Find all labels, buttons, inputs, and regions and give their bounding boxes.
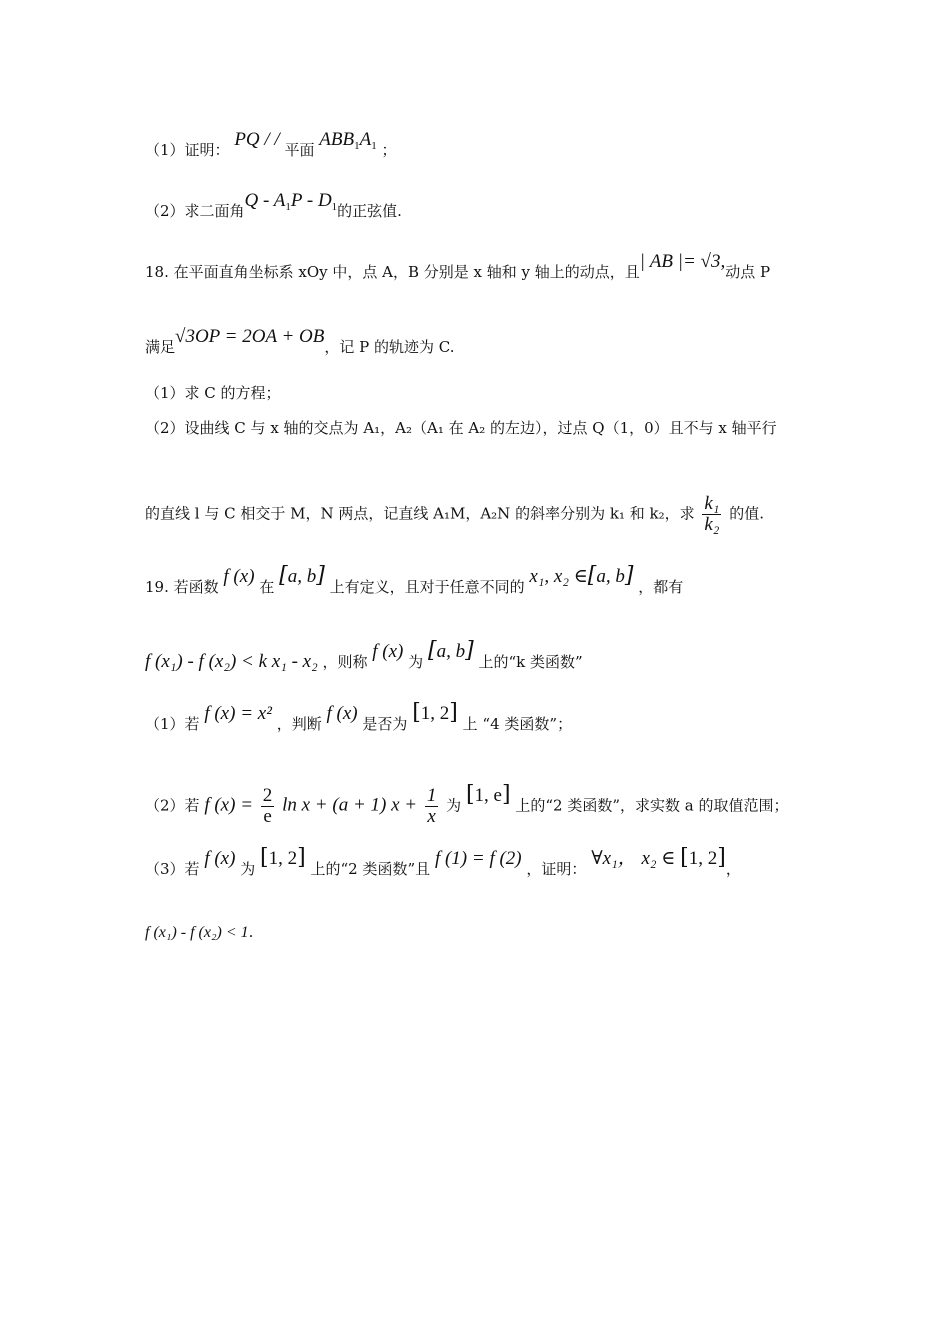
q19-line1 bbox=[145, 563, 684, 597]
q19-p3-interval: [1, 2] bbox=[260, 845, 306, 870]
q19-part1 bbox=[145, 700, 573, 734]
q18-line2-prefix: 满足 bbox=[145, 338, 176, 356]
q19-fx: f (x) bbox=[223, 566, 255, 587]
q17-p2-expr: Q - $A_1P - D_1$ bbox=[244, 190, 338, 213]
q17-p1-plane: 平面 bbox=[284, 141, 315, 159]
q19-p3-end: ， bbox=[725, 860, 741, 878]
q19-p3-wei: 为 bbox=[240, 860, 256, 878]
q19-prefix: 19. 若函数 bbox=[145, 578, 219, 596]
q19-p2-wei: 为 bbox=[446, 796, 462, 815]
q19-wei: 为 bbox=[408, 653, 424, 671]
q18-line2-suffix: ，记 P 的轨迹为 C. bbox=[324, 338, 455, 356]
q17-p1-pq: PQ / / bbox=[234, 129, 280, 150]
q19-conclusion bbox=[145, 922, 253, 943]
q19-p3-mid: 上的“2 类函数”且 bbox=[310, 860, 431, 878]
q19-p2-fx: f (x) = bbox=[204, 794, 254, 816]
q19-line2 bbox=[145, 638, 583, 672]
q19-p2-suffix: 上的“2 类函数”，求实数 a 的取值范围； bbox=[515, 796, 789, 815]
q19-line2-mid: ，则称 bbox=[322, 653, 368, 671]
q19-p2-interval: [1, e] bbox=[465, 781, 511, 807]
q19-p3-interval2: [1, 2] bbox=[680, 845, 726, 870]
q19-line1-suffix: ，都有 bbox=[638, 578, 684, 596]
q19-p1-prefix: （1）若 bbox=[145, 715, 200, 733]
q19-last-inequality: f (x₁) - f (x₂) < 1 bbox=[145, 924, 249, 941]
q18-moving-point: 动点 P bbox=[725, 263, 771, 281]
q19-part3 bbox=[145, 845, 741, 879]
q19-p3-forall: ∀x₁， bbox=[591, 848, 637, 869]
q19-inequality: f (x₁) - f (x₂) < k x₁ - x₂ bbox=[145, 651, 318, 672]
q18-part2: （2）设曲线 C 与 x 轴的交点为 A₁，A₂（A₁ 在 A₂ 的左边），过点 Q（1，0）且不与 x 轴平行 bbox=[145, 419, 777, 437]
q18-part1: （1）求 C 的方程； bbox=[145, 384, 281, 402]
q17-part1 bbox=[145, 129, 397, 166]
q19-interval-2: [a, b] bbox=[427, 638, 474, 663]
q17-p2-prefix: （2）求二面角 bbox=[145, 202, 245, 220]
q18-part2-cont bbox=[145, 494, 764, 535]
q19-p1-fx: f (x) bbox=[326, 703, 358, 724]
q19-p3-eq: f (1) = f (2) bbox=[434, 848, 522, 869]
q19-p1-interval: [1, 2] bbox=[412, 700, 458, 725]
q19-p3-prefix: （3）若 bbox=[145, 860, 200, 878]
q19-p1-mid: ，判断 bbox=[276, 715, 322, 733]
q18-stem: 18. 在平面直角坐标系 xOy 中，点 A，B 分别是 x 轴和 y 轴上的动点，且 bbox=[145, 263, 640, 281]
q19-p2-frac2: $\frac{1}{x}$ bbox=[426, 785, 437, 827]
q19-zai: 在 bbox=[259, 578, 275, 596]
q19-p3-fx: f (x) bbox=[204, 848, 236, 869]
q19-interval: [a, b] bbox=[279, 563, 325, 588]
q18-p3-suffix: 的值. bbox=[729, 504, 764, 523]
q17-p2-suffix: 的正弦值. bbox=[337, 202, 402, 220]
q18-ab-length: | AB |= √3, bbox=[639, 251, 726, 272]
q19-last-dot: . bbox=[248, 923, 254, 941]
q19-line1-mid: 上有定义，且对于任意不同的 bbox=[329, 578, 525, 596]
q19-part2 bbox=[145, 781, 789, 827]
q19-p3-x2: x₂ ∈ bbox=[641, 848, 676, 869]
q17-p1-end: ； bbox=[381, 141, 397, 159]
q18-line1 bbox=[145, 251, 771, 282]
q18-p3-prefix: 的直线 l 与 C 相交于 M，N 两点，记直线 A₁M，A₂N 的斜率分别为 k₁ 和 k₂，求 bbox=[145, 504, 695, 523]
q18-vector-relation: √3OP = 2OA + OB bbox=[175, 326, 325, 347]
q17-p1-prefix: （1）证明： bbox=[145, 141, 230, 159]
q19-p2-frac1: $\frac{2}{e}$ bbox=[262, 785, 273, 827]
q17-part2 bbox=[145, 190, 402, 227]
q19-fx-2: f (x) bbox=[372, 641, 404, 662]
q18-line2 bbox=[145, 326, 455, 357]
q18-k-ratio: $\frac{\text{k₁}}{\text{k₂}}$ bbox=[704, 493, 720, 535]
q19-p1-eq: f (x) = x² bbox=[204, 703, 272, 724]
q19-p2-prefix: （2）若 bbox=[145, 796, 200, 815]
q19-line2-suffix: 上的“k 类函数” bbox=[478, 653, 583, 671]
q19-p1-suffix: 上 “4 类函数”； bbox=[462, 715, 573, 733]
q19-p3-proof: ，证明： bbox=[526, 860, 587, 878]
q19-p2-mid: ln x + (a + 1) x + bbox=[282, 794, 418, 816]
q19-p1-shi: 是否为 bbox=[362, 715, 408, 733]
q19-x1x2: x₁, x₂ ∈[a, b] bbox=[529, 563, 634, 588]
q17-p1-plane-name: $ABB_1A_1$ bbox=[319, 129, 377, 152]
